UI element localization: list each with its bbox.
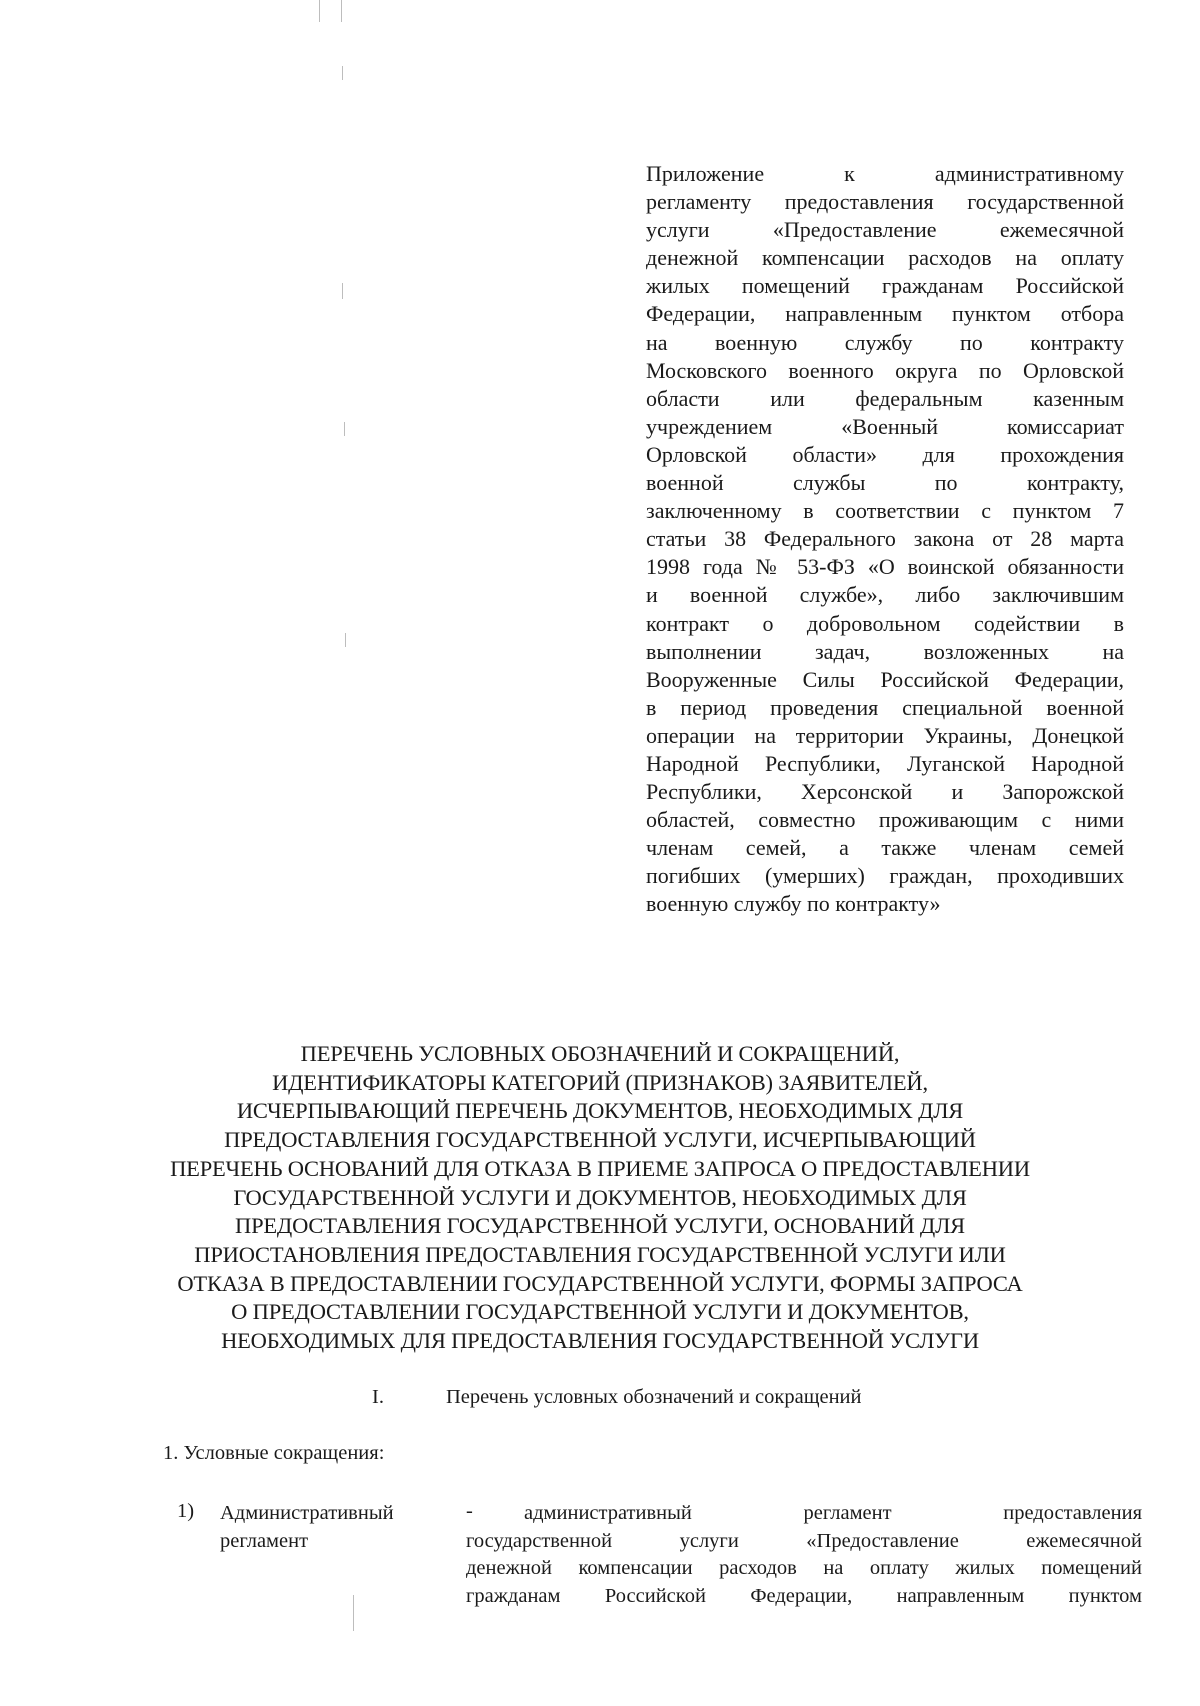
title-line: ОТКАЗА В ПРЕДОСТАВЛЕНИИ ГОСУДАРСТВЕННОЙ УСЛУГИ, ФОРМЫ ЗАПРОСА xyxy=(177,1270,1023,1296)
title-line: ПЕРЕЧЕНЬ ОСНОВАНИЙ ДЛЯ ОТКАЗА В ПРИЕМЕ ЗАПРОСА О ПРЕДОСТАВЛЕНИИ xyxy=(170,1155,1030,1181)
appendix-line: статьи 38 Федерального закона от 28 марта xyxy=(646,526,1124,552)
appendix-line: на военную службу по контракту xyxy=(646,329,1124,355)
appendix-line: услуги «Предоставление ежемесячной xyxy=(646,217,1124,243)
scan-margin-mark xyxy=(353,1595,354,1631)
appendix-line: Московского военного округа по Орловской xyxy=(646,357,1124,383)
definition-line: гражданам Российской Федерации, направленным пунктом xyxy=(466,1584,1142,1607)
section-title: Перечень условных обозначений и сокращений xyxy=(446,1386,862,1408)
scan-margin-mark xyxy=(319,0,320,22)
definition-line: государственной услуги «Предоставление ежемесячной xyxy=(466,1529,1142,1552)
appendix-line: регламенту предоставления государственной xyxy=(646,189,1124,215)
scan-margin-mark xyxy=(345,633,346,647)
appendix-line: военную службу по контракту» xyxy=(646,891,941,917)
section-number: I. xyxy=(372,1386,384,1408)
scan-margin-mark xyxy=(341,0,342,22)
title-line: ПРЕДОСТАВЛЕНИЯ ГОСУДАРСТВЕННОЙ УСЛУГИ, ОСНОВАНИЙ ДЛЯ xyxy=(235,1213,965,1239)
title-line: НЕОБХОДИМЫХ ДЛЯ ПРЕДОСТАВЛЕНИЯ ГОСУДАРСТВЕННОЙ УСЛУГИ xyxy=(221,1328,979,1354)
appendix-line: Республики, Херсонской и Запорожской xyxy=(646,779,1124,805)
title-line: ИСЧЕРПЫВАЮЩИЙ ПЕРЕЧЕНЬ ДОКУМЕНТОВ, НЕОБХОДИМЫХ ДЛЯ xyxy=(236,1098,964,1124)
document-title xyxy=(120,1040,1080,1356)
abbreviation-term xyxy=(220,1500,440,1555)
abbreviation-term-line: Административный xyxy=(220,1502,394,1524)
title-line: ПЕРЕЧЕНЬ УСЛОВНЫХ ОБОЗНАЧЕНИЙ И СОКРАЩЕНИЙ, xyxy=(300,1041,900,1066)
appendix-note xyxy=(646,160,1124,919)
appendix-line: денежной компенсации расходов на оплату xyxy=(646,245,1124,271)
appendix-line: Орловской области» для прохождения xyxy=(646,441,1124,467)
appendix-line: военной службы по контракту, xyxy=(646,470,1124,496)
scan-margin-mark xyxy=(344,422,345,436)
appendix-line: учреждением «Военный комиссариат xyxy=(646,413,1124,439)
appendix-line: погибших (умерших) граждан, проходивших xyxy=(646,863,1124,889)
definition-line: денежной компенсации расходов на оплату жилых помещений xyxy=(466,1557,1142,1579)
abbreviation-term-line: регламент xyxy=(220,1529,309,1552)
appendix-line: Вооруженные Силы Российской Федерации, xyxy=(646,666,1124,692)
abbreviation-number: 1) xyxy=(177,1500,195,1522)
appendix-line: выполнении задач, возложенных на xyxy=(646,638,1124,664)
title-line: ИДЕНТИФИКАТОРЫ КАТЕГОРИЙ (ПРИЗНАКОВ) ЗАЯВИТЕЛЕЙ, xyxy=(272,1069,928,1095)
appendix-line: в период проведения специальной военной xyxy=(646,694,1124,720)
abbreviation-definition xyxy=(466,1500,1142,1610)
abbreviation-dash: - xyxy=(466,1500,473,1522)
appendix-line: Народной Республики, Луганской Народной xyxy=(646,750,1124,776)
appendix-line: 1998 года № 53-ФЗ «О воинской обязанности xyxy=(646,554,1124,580)
title-line: ПРИОСТАНОВЛЕНИЯ ПРЕДОСТАВЛЕНИЯ ГОСУДАРСТВЕННОЙ УСЛУГИ ИЛИ xyxy=(194,1241,1006,1267)
title-line: О ПРЕДОСТАВЛЕНИИ ГОСУДАРСТВЕННОЙ УСЛУГИ И ДОКУМЕНТОВ, xyxy=(231,1299,969,1325)
definition-line: административный регламент предоставления xyxy=(524,1502,1142,1524)
appendix-line: операции на территории Украины, Донецкой xyxy=(646,722,1124,748)
abbreviations-heading: 1. Условные сокращения: xyxy=(163,1442,385,1464)
appendix-line: Федерации, направленным пунктом отбора xyxy=(646,301,1124,327)
appendix-line: заключенному в соответствии с пунктом 7 xyxy=(646,498,1124,524)
appendix-line: Приложение к административному xyxy=(646,161,1124,186)
title-line: ПРЕДОСТАВЛЕНИЯ ГОСУДАРСТВЕННОЙ УСЛУГИ, ИСЧЕРПЫВАЮЩИЙ xyxy=(224,1127,976,1153)
appendix-line: области или федеральным казенным xyxy=(646,385,1124,411)
scan-margin-mark xyxy=(342,283,343,299)
appendix-line: и военной службе», либо заключившим xyxy=(646,582,1124,608)
appendix-line: жилых помещений гражданам Российской xyxy=(646,273,1124,299)
appendix-line: областей, совместно проживающим с ними xyxy=(646,807,1124,833)
appendix-line: контракт о добровольном содействии в xyxy=(646,610,1124,636)
appendix-line: членам семей, а также членам семей xyxy=(646,835,1124,861)
title-line: ГОСУДАРСТВЕННОЙ УСЛУГИ И ДОКУМЕНТОВ, НЕОБХОДИМЫХ ДЛЯ xyxy=(233,1184,967,1210)
scan-margin-mark xyxy=(342,66,343,80)
